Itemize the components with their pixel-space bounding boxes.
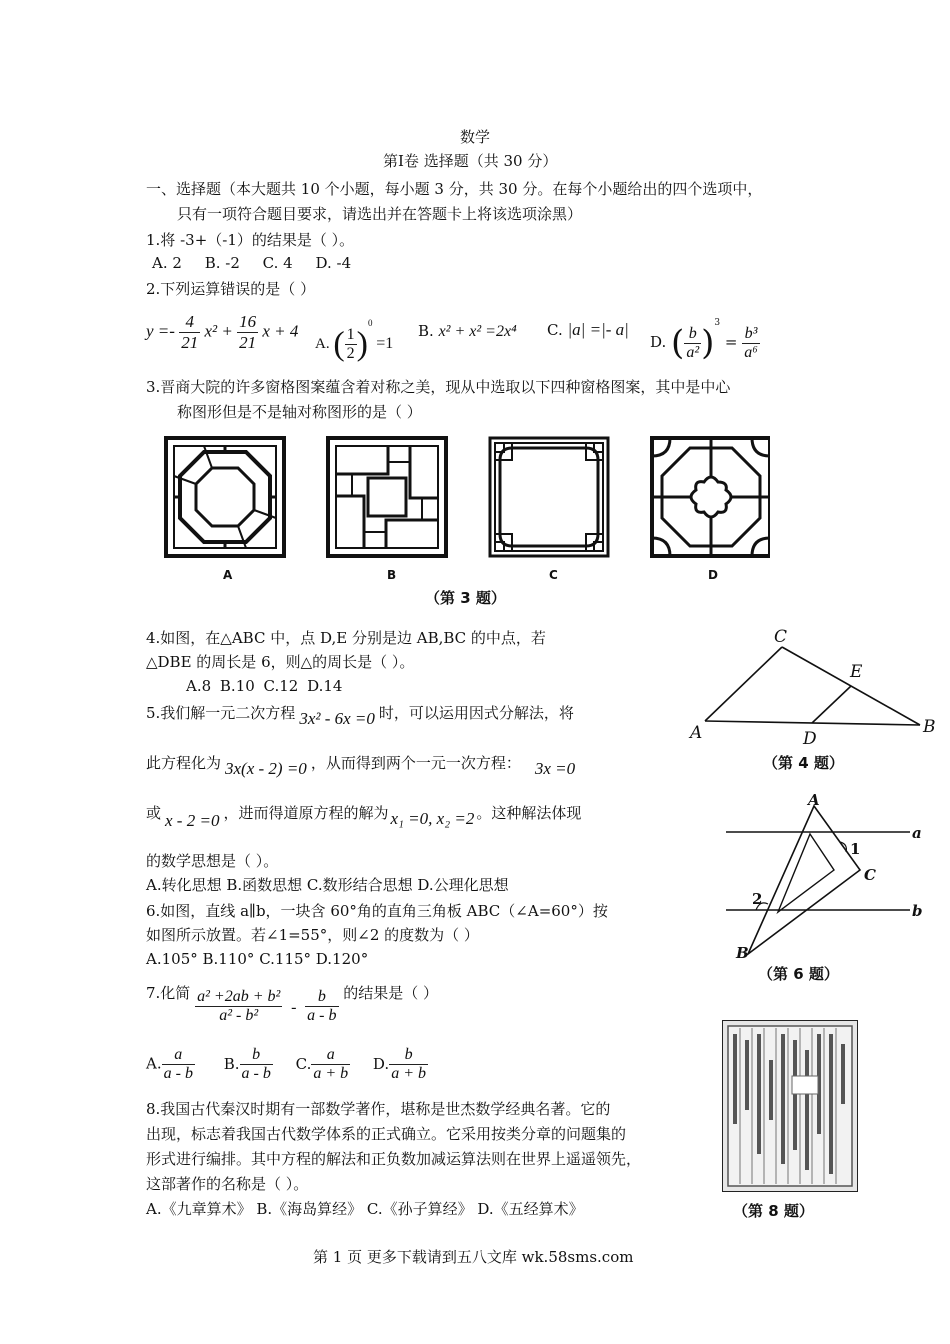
q7-minus: - [291,999,297,1016]
q4-label-b: B [923,717,936,737]
q2-f1-num: 4 [185,312,194,331]
q5-line-3-post: 。这种解法体现 [476,804,582,822]
q2-term-2: x + 4 [262,321,299,341]
q8-stem-line-4: 这部著作的名称是（ ）。 [146,1175,309,1193]
q7-line [146,984,439,1025]
q4-caption: （第 4 题） [763,754,844,772]
q8-stem-line-2: 出现，标志着我国古代数学体系的正式确立。它采用按类分章的问题集的 [146,1125,627,1143]
q3-label-a: A [223,568,233,582]
q6-label-line-b: b [912,902,923,920]
q7-f2-den: a - b [307,1007,337,1024]
q5-equation-1: 3x² - 6x =0 [299,709,375,728]
q2-a-den: 2 [346,345,355,363]
q8-stem-line-3: 形式进行编排。其中方程的解法和正负数加减运算法则在世界上遥遥领先， [146,1150,642,1168]
q7-options [146,1046,428,1083]
q2-option-c [547,320,629,340]
q7-stem-post: 的结果是（ ） [343,984,439,1002]
q2-d-rden: a⁶ [744,343,758,361]
q4-options: A.8 B.10 C.12 D.14 [186,677,343,695]
q2-fraction-2 [237,312,258,353]
q7-option-a-label: A. [146,1054,162,1073]
q7-option-a-frac [162,1046,195,1083]
page-footer: 第 1 页 更多下载请到五八文库 wk.58sms.com [313,1248,634,1266]
q3-label-c: C [549,568,558,582]
q2-d-rnum: b³ [744,324,758,342]
q2-option-b-expr: x² + x² =2x⁴ [438,323,517,340]
q5-line-2-mid: ，从而得到两个一元一次方程： [310,754,521,772]
q2-d-paren-close: ) [701,323,715,363]
q5-line-2 [146,752,576,778]
q2-d-paren-open: ( [671,323,685,363]
q3-window-patterns [160,432,770,562]
q6-label-c: C [864,866,876,884]
q7-d-num: b [404,1046,413,1063]
q7-option-b-frac [240,1046,273,1083]
q2-paren-open: ( [333,325,345,363]
q7-fraction-2 [305,988,338,1025]
q2-paren-close: ) [356,325,368,363]
q7-option-d-label: D. [372,1054,390,1073]
q7-option-d-frac [389,1046,428,1083]
q3-pattern-a [166,438,284,556]
q2-d-den: a² [686,343,700,361]
q2-expr-y: y =- [146,321,175,341]
section-title: 第Ⅰ卷 选择题（共 30 分） [383,152,558,170]
q4-stem-line-1: 4.如图，在△ABC 中，点 D,E 分别是边 AB,BC 的中点，若 [146,629,546,647]
q4-label-a: A [690,723,703,743]
q8-caption: （第 8 题） [733,1202,814,1220]
q2-fraction-1 [179,312,200,353]
q5-line-1-pre: 5.我们解一元二次方程 [146,704,296,722]
q8-stem-line-1: 8.我国古代秦汉时期有一部数学著作，堪称是世杰数学经典名著。它的 [146,1100,611,1118]
q2-f2-den: 21 [239,333,257,352]
q4-label-d: D [803,729,817,749]
q4-stem-line-2: △DBE 的周长是 6，则△的周长是（ ）。 [146,653,415,671]
q2-a-num: 1 [346,326,355,344]
q7-option-b-label: B. [223,1054,240,1073]
q3-pattern-c [490,438,608,556]
q3-caption: （第 3 题） [425,589,506,607]
q7-a-den: a - b [163,1065,193,1082]
q5-solution: x₁ =0, x₂ =2 [390,809,475,828]
q2-option-a: A. ( $\frac{1}{2}$ )$^0$ =1 [315,318,394,363]
q7-d-den: a + b [391,1065,426,1082]
q3-pattern-b [328,438,446,556]
q1-stem: 1.将 -3+（-1）的结果是（ ）。 [146,231,355,249]
q3-pattern-d [652,438,770,556]
q5-equation-4: x - 2 =0 [165,811,220,830]
q6-triangle-figure [722,792,932,964]
q2-f1-den: 21 [181,333,199,352]
q5-line-3-pre: 或 [146,804,162,822]
q6-label-2: 2 [752,890,763,908]
q2-option-d-frac [684,325,701,362]
q7-f1-den: a² - b² [195,1006,282,1025]
q2-option-d-rfrac [742,325,760,362]
q5-equation-2: 3x(x - 2) =0 [225,759,307,778]
q2-d-num: b [688,324,697,342]
q7-f2-num: b [317,988,326,1005]
q3-stem-line-1: 3.晋商大院的许多窗格图案蕴含着对称之美，现从中选取以下四种窗格图案，其中是中心 [146,378,731,396]
q2-option-b [418,322,517,341]
q1-option-d: D. -4 [315,254,352,272]
q6-label-b: B [736,944,749,962]
q2-option-c-label: C. [547,321,563,339]
q3-label-b: B [387,568,397,582]
q2-option-d: D. ( $\frac{b}{\text{a²}}$ )$^3$ = $\frac{\text{b³}}{\text{a⁶}}$ [650,318,758,363]
q1-option-b: B. -2 [204,254,240,272]
q1-options [152,254,351,272]
q5-line-3-mid: ，进而得道原方程的解为 [223,804,389,822]
q5-line-3 [146,802,582,830]
q6-label-line-a: a [912,824,922,842]
q2-f2-num: 16 [239,312,257,331]
q4-label-e: E [850,662,863,682]
q2-term-1: x² + [204,321,233,341]
q2-stem: 2.下列运算错误的是（ ） [146,280,316,298]
q2-option-b-label: B. [418,322,434,340]
q3-label-d: D [708,568,718,582]
q2-option-d-label: D. [650,333,667,351]
q5-line-4: 的数学思想是（ ）。 [146,852,279,870]
q7-fraction-1 [195,988,282,1025]
q5-equation-3: 3x =0 [534,759,576,778]
q7-b-num: b [252,1046,261,1063]
q2-formula-row [146,312,298,353]
q2-option-a-label: A. [315,336,330,352]
q7-a-num: a [174,1046,183,1063]
q7-c-den: a + b [313,1065,349,1082]
q7-f1-num: a² +2ab + b² [197,988,281,1005]
q8-book-image [722,1020,858,1192]
q1-option-c: C. 4 [262,254,293,272]
q6-label-a: A [808,792,820,809]
q8-options: A.《九章算术》 B.《海岛算经》 C.《孙子算经》 D.《五经算术》 [146,1200,584,1218]
q5-line-1 [146,702,574,728]
q6-label-1: 1 [850,840,861,858]
q4-label-c: C [774,627,788,647]
q5-line-2-pre: 此方程化为 [146,754,222,772]
q5-line-1-post: 时，可以运用因式分解法，将 [378,704,574,722]
q7-b-den: a - b [241,1065,271,1082]
q2-option-d-eq: = [724,333,738,351]
q2-option-c-expr: |a| =|- a| [567,320,629,339]
page-title: 数学 [460,128,491,146]
q6-options: A.105° B.110° C.115° D.120° [146,950,369,968]
q6-stem-line-2: 如图所示放置。若∠1=55°，则∠2 的度数为（ ） [146,926,479,944]
q6-stem-line-1: 6.如图，直线 a∥b，一块含 60°角的直角三角板 ABC（∠A=60°）按 [146,902,608,920]
q7-option-c-frac [311,1046,350,1083]
q2-option-a-rest: =1 [376,335,394,352]
q6-caption: （第 6 题） [758,965,839,983]
q7-c-num: a [326,1046,335,1063]
q3-stem-line-2: 称图形但是不是轴对称图形的是（ ） [177,403,422,421]
q1-option-a: A. 2 [152,254,182,272]
q7-stem-pre: 7.化简 [146,984,191,1002]
instruction-line-2: 只有一项符合题目要求，请选出并在答题卡上将该选项涂黑） [177,205,583,223]
q7-option-c-label: C. [295,1054,312,1073]
q5-options: A.转化思想 B.函数思想 C.数形结合思想 D.公理化思想 [146,876,509,894]
q2-option-a-frac [345,326,357,363]
instruction-line-1: 一、选择题（本大题共 10 个小题，每小题 3 分，共 30 分。在每个小题给出的四个选项中， [146,180,763,198]
